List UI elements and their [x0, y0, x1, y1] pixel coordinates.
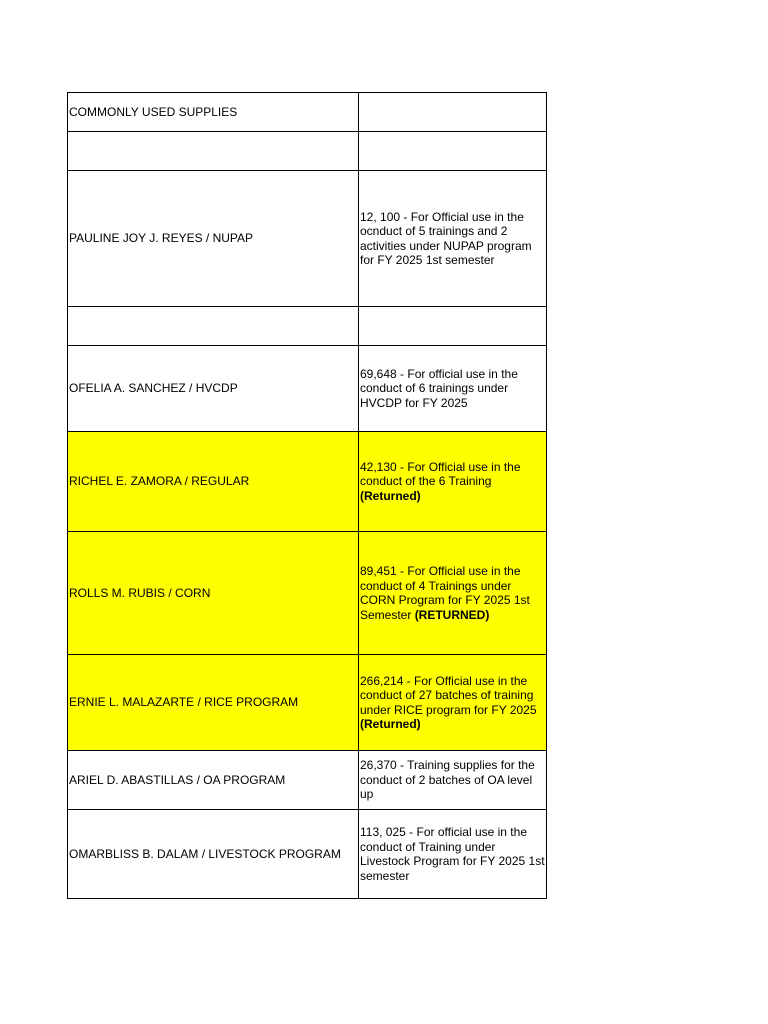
- table-row: [68, 171, 547, 307]
- table-row: [68, 307, 547, 346]
- name-cell[interactable]: ROLLS M. RUBIS / CORN: [68, 532, 359, 655]
- description-cell[interactable]: [359, 810, 547, 899]
- description-cell[interactable]: [359, 532, 547, 655]
- name-cell[interactable]: OMARBLISS B. DALAM / LIVESTOCK PROGRAM: [68, 810, 359, 899]
- supplies-table: [67, 92, 547, 899]
- table-header-row: [68, 93, 547, 132]
- description-text: 89,451 - For Official use in the conduct of 4 Trainings under CORN Program for FY 2025 1st Semester: [360, 564, 530, 622]
- description-cell[interactable]: [359, 132, 547, 171]
- description-cell[interactable]: [359, 751, 547, 810]
- header-col-b-cell[interactable]: [359, 93, 547, 132]
- description-text: 69,648 - For official use in the conduct of 6 trainings under HVCDP for FY 2025: [360, 366, 518, 410]
- description-text: 266,214 - For Official use in the conduct of 27 batches of training under RICE program for FY 2025: [360, 673, 537, 717]
- header-title-cell[interactable]: COMMONLY USED SUPPLIES: [68, 93, 359, 132]
- table-row: [68, 132, 547, 171]
- table-row: [68, 346, 547, 432]
- description-cell[interactable]: [359, 307, 547, 346]
- description-cell[interactable]: [359, 346, 547, 432]
- table-row-highlighted: [68, 655, 547, 751]
- name-cell[interactable]: PAULINE JOY J. REYES / NUPAP: [68, 171, 359, 307]
- name-cell[interactable]: ERNIE L. MALAZARTE / RICE PROGRAM: [68, 655, 359, 751]
- table-row: [68, 810, 547, 899]
- description-cell[interactable]: [359, 655, 547, 751]
- description-text: 42,130 - For Official use in the conduct of the 6 Training: [360, 459, 521, 489]
- table-row: [68, 751, 547, 810]
- table-row-highlighted: [68, 532, 547, 655]
- name-cell[interactable]: ARIEL D. ABASTILLAS / OA PROGRAM: [68, 751, 359, 810]
- description-text: 113, 025 - For official use in the conduct of Training under Livestock Program for FY 2025 1st semester: [360, 825, 545, 883]
- status-tag: (Returned): [360, 717, 421, 731]
- description-cell[interactable]: [359, 432, 547, 532]
- description-text: 26,370 - Training supplies for the conduct of 2 batches of OA level up: [360, 758, 535, 802]
- name-cell[interactable]: [68, 307, 359, 346]
- name-cell[interactable]: OFELIA A. SANCHEZ / HVCDP: [68, 346, 359, 432]
- description-cell[interactable]: [359, 171, 547, 307]
- status-tag: (Returned): [360, 488, 421, 503]
- name-cell[interactable]: RICHEL E. ZAMORA / REGULAR: [68, 432, 359, 532]
- status-tag: (RETURNED): [414, 607, 490, 622]
- description-text: 12, 100 - For Official use in the ocnduct of 5 trainings and 2 activities under NUPAP program for FY 2025 1st semester: [360, 209, 532, 267]
- table-row-highlighted: [68, 432, 547, 532]
- name-cell[interactable]: [68, 132, 359, 171]
